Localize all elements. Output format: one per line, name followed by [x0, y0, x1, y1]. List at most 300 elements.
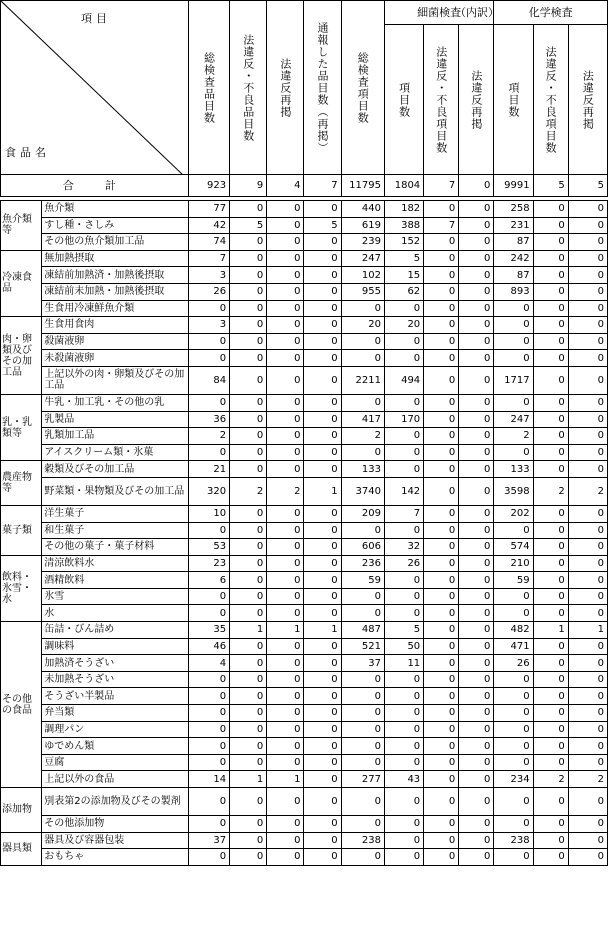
table-row	[1, 461, 608, 478]
value-cell: 0	[304, 688, 341, 705]
value-cell: 0	[267, 411, 304, 428]
value-cell: 0	[304, 788, 341, 816]
value-cell: 0	[304, 234, 341, 251]
value-cell: 1	[304, 477, 341, 505]
value-cell: 277	[341, 771, 384, 788]
value-cell: 210	[494, 555, 533, 572]
value-cell: 37	[341, 655, 384, 672]
value-cell: 247	[341, 250, 384, 267]
value-cell: 0	[459, 738, 494, 755]
food-item-label: 未加熱そうざい	[42, 671, 189, 688]
value-cell: 0	[230, 754, 267, 771]
value-cell: 0	[568, 366, 607, 394]
value-cell: 955	[341, 283, 384, 300]
value-cell: 20	[384, 317, 423, 334]
value-cell: 0	[533, 350, 568, 367]
food-name-header-label: 食品名	[5, 146, 50, 159]
total-value: 7	[304, 175, 341, 197]
value-cell: 0	[533, 333, 568, 350]
food-item-label: その他添加物	[42, 816, 189, 833]
value-cell: 0	[267, 721, 304, 738]
food-item-label: 上記以外の食品	[42, 771, 189, 788]
value-cell: 0	[533, 444, 568, 461]
value-cell: 0	[230, 317, 267, 334]
value-cell: 0	[459, 671, 494, 688]
value-cell: 0	[341, 738, 384, 755]
value-cell: 43	[384, 771, 423, 788]
table-row	[1, 738, 608, 755]
value-cell: 0	[230, 816, 267, 833]
value-cell: 0	[188, 816, 229, 833]
table-row	[1, 588, 608, 605]
value-cell: 0	[267, 283, 304, 300]
value-cell: 388	[384, 217, 423, 234]
value-cell: 0	[384, 754, 423, 771]
value-cell: 0	[384, 588, 423, 605]
value-cell: 0	[304, 317, 341, 334]
value-cell: 3740	[341, 477, 384, 505]
value-cell: 0	[459, 771, 494, 788]
value-cell: 0	[568, 350, 607, 367]
value-cell: 2211	[341, 366, 384, 394]
value-cell: 0	[459, 250, 494, 267]
table-row	[1, 605, 608, 622]
value-cell: 0	[533, 688, 568, 705]
value-cell: 1	[568, 622, 607, 639]
value-cell: 0	[494, 788, 533, 816]
value-cell: 1	[533, 622, 568, 639]
value-cell: 0	[267, 333, 304, 350]
value-cell: 0	[424, 477, 459, 505]
value-cell: 320	[188, 477, 229, 505]
value-cell: 0	[230, 428, 267, 445]
food-item-label: 豆腐	[42, 754, 189, 771]
value-cell: 0	[568, 300, 607, 317]
value-cell: 0	[424, 832, 459, 849]
value-cell: 0	[384, 394, 423, 411]
total-label: 合 計	[1, 175, 189, 197]
table-row	[1, 505, 608, 522]
value-cell: 84	[188, 366, 229, 394]
chemical-header: 化学検査	[494, 1, 608, 25]
value-cell: 0	[188, 849, 229, 866]
value-cell: 0	[494, 588, 533, 605]
value-cell: 0	[459, 444, 494, 461]
value-cell: 35	[188, 622, 229, 639]
value-cell: 0	[568, 411, 607, 428]
value-cell: 0	[341, 333, 384, 350]
value-cell: 0	[459, 461, 494, 478]
value-cell: 0	[267, 428, 304, 445]
value-cell: 0	[459, 522, 494, 539]
value-cell: 0	[494, 444, 533, 461]
value-cell: 0	[459, 849, 494, 866]
value-cell: 170	[384, 411, 423, 428]
value-cell: 0	[533, 201, 568, 218]
value-cell: 0	[424, 622, 459, 639]
value-cell: 0	[341, 671, 384, 688]
value-cell: 0	[304, 201, 341, 218]
value-cell: 0	[304, 738, 341, 755]
value-cell: 0	[304, 588, 341, 605]
value-cell: 0	[424, 788, 459, 816]
value-cell: 0	[424, 333, 459, 350]
value-cell: 0	[384, 333, 423, 350]
food-item-label: 酒精飲料	[42, 572, 189, 589]
value-cell: 26	[494, 655, 533, 672]
value-cell: 11	[384, 655, 423, 672]
value-cell: 0	[230, 267, 267, 284]
value-cell: 0	[424, 394, 459, 411]
value-cell: 0	[568, 849, 607, 866]
value-cell: 0	[267, 461, 304, 478]
value-cell: 0	[459, 655, 494, 672]
value-cell: 0	[424, 655, 459, 672]
food-item-label: 弁当類	[42, 705, 189, 722]
value-cell: 0	[188, 605, 229, 622]
value-cell: 1	[267, 771, 304, 788]
value-cell: 0	[533, 555, 568, 572]
value-cell: 0	[568, 505, 607, 522]
value-cell: 0	[533, 638, 568, 655]
value-cell: 0	[424, 317, 459, 334]
value-cell: 0	[304, 771, 341, 788]
food-item-label: 乳類加工品	[42, 428, 189, 445]
food-item-label: おもちゃ	[42, 849, 189, 866]
value-cell: 0	[424, 267, 459, 284]
value-cell: 0	[424, 366, 459, 394]
value-cell: 6	[188, 572, 229, 589]
value-cell: 0	[267, 217, 304, 234]
value-cell: 0	[304, 300, 341, 317]
table-row	[1, 655, 608, 672]
value-cell: 0	[533, 267, 568, 284]
value-cell: 0	[459, 505, 494, 522]
value-cell: 0	[304, 638, 341, 655]
value-cell: 0	[230, 366, 267, 394]
value-cell: 0	[459, 605, 494, 622]
value-cell: 0	[304, 366, 341, 394]
value-cell: 0	[341, 754, 384, 771]
value-cell: 0	[533, 461, 568, 478]
value-cell: 0	[341, 816, 384, 833]
value-cell: 0	[304, 505, 341, 522]
value-cell: 182	[384, 201, 423, 218]
value-cell: 0	[424, 572, 459, 589]
value-cell: 0	[568, 655, 607, 672]
value-cell: 0	[267, 201, 304, 218]
value-cell: 133	[494, 461, 533, 478]
table-row	[1, 411, 608, 428]
value-cell: 14	[188, 771, 229, 788]
food-item-label: 上記以外の肉・卵類及びその加工品	[42, 366, 189, 394]
value-cell: 0	[230, 638, 267, 655]
table-row	[1, 622, 608, 639]
value-cell: 0	[533, 705, 568, 722]
value-cell: 0	[267, 832, 304, 849]
value-cell: 0	[424, 771, 459, 788]
value-cell: 0	[267, 738, 304, 755]
value-cell: 0	[384, 522, 423, 539]
value-cell: 0	[494, 605, 533, 622]
value-cell: 0	[533, 671, 568, 688]
value-cell: 0	[533, 832, 568, 849]
value-cell: 0	[304, 411, 341, 428]
food-item-label: ゆでめん類	[42, 738, 189, 755]
value-cell: 0	[568, 705, 607, 722]
value-cell: 0	[188, 688, 229, 705]
value-cell: 0	[267, 267, 304, 284]
value-cell: 0	[304, 428, 341, 445]
value-cell: 0	[384, 849, 423, 866]
value-cell: 0	[568, 738, 607, 755]
value-cell: 2	[267, 477, 304, 505]
total-value: 5	[568, 175, 607, 197]
value-cell: 74	[188, 234, 229, 251]
col-total-items: 総検査品目数	[188, 1, 229, 175]
value-cell: 0	[424, 605, 459, 622]
value-cell: 0	[304, 394, 341, 411]
value-cell: 0	[304, 444, 341, 461]
value-cell: 0	[341, 849, 384, 866]
col-chemical-violation: 法違反・不良項目数	[533, 25, 568, 175]
value-cell: 0	[230, 333, 267, 350]
col-bacteria-reposted: 法違反再掲	[459, 25, 494, 175]
col-reposted: 法違反再掲	[267, 1, 304, 175]
table-row	[1, 555, 608, 572]
value-cell: 0	[533, 721, 568, 738]
value-cell: 26	[188, 283, 229, 300]
value-cell: 0	[494, 816, 533, 833]
value-cell: 487	[341, 622, 384, 639]
category-cell: 冷凍食品	[1, 250, 42, 316]
value-cell: 0	[459, 317, 494, 334]
value-cell: 0	[424, 444, 459, 461]
value-cell: 0	[459, 411, 494, 428]
value-cell: 0	[267, 788, 304, 816]
food-item-label: 牛乳・加工乳・その他の乳	[42, 394, 189, 411]
value-cell: 0	[230, 832, 267, 849]
value-cell: 0	[384, 832, 423, 849]
value-cell: 0	[230, 849, 267, 866]
value-cell: 0	[568, 605, 607, 622]
value-cell: 893	[494, 283, 533, 300]
value-cell: 0	[568, 816, 607, 833]
value-cell: 0	[267, 539, 304, 556]
value-cell: 7	[384, 505, 423, 522]
value-cell: 0	[230, 588, 267, 605]
value-cell: 0	[304, 572, 341, 589]
value-cell: 0	[568, 572, 607, 589]
value-cell: 0	[188, 788, 229, 816]
value-cell: 0	[459, 754, 494, 771]
value-cell: 3	[188, 267, 229, 284]
value-cell: 0	[424, 849, 459, 866]
table-row	[1, 428, 608, 445]
category-cell: 飲料・氷雪・水	[1, 555, 42, 621]
value-cell: 0	[341, 688, 384, 705]
value-cell: 0	[188, 394, 229, 411]
value-cell: 0	[230, 394, 267, 411]
value-cell: 0	[424, 283, 459, 300]
value-cell: 0	[341, 522, 384, 539]
value-cell: 0	[384, 350, 423, 367]
value-cell: 0	[494, 754, 533, 771]
value-cell: 209	[341, 505, 384, 522]
value-cell: 0	[267, 588, 304, 605]
value-cell: 0	[568, 638, 607, 655]
value-cell: 0	[267, 688, 304, 705]
value-cell: 0	[267, 522, 304, 539]
col-violation: 法違反・不良品目数	[230, 1, 267, 175]
value-cell: 0	[533, 655, 568, 672]
value-cell: 0	[267, 705, 304, 722]
value-cell: 0	[459, 788, 494, 816]
value-cell: 0	[568, 333, 607, 350]
value-cell: 0	[494, 350, 533, 367]
value-cell: 0	[494, 394, 533, 411]
value-cell: 0	[424, 671, 459, 688]
value-cell: 3	[188, 317, 229, 334]
value-cell: 0	[424, 555, 459, 572]
value-cell: 142	[384, 477, 423, 505]
value-cell: 0	[568, 428, 607, 445]
value-cell: 0	[494, 300, 533, 317]
value-cell: 0	[230, 250, 267, 267]
value-cell: 0	[267, 505, 304, 522]
value-cell: 0	[341, 721, 384, 738]
value-cell: 0	[230, 201, 267, 218]
value-cell: 23	[188, 555, 229, 572]
value-cell: 0	[459, 555, 494, 572]
category-cell: 肉・卵類及びその加工品	[1, 317, 42, 395]
value-cell: 0	[267, 754, 304, 771]
value-cell: 0	[459, 477, 494, 505]
value-cell: 0	[384, 688, 423, 705]
value-cell: 0	[188, 705, 229, 722]
value-cell: 0	[533, 522, 568, 539]
total-value: 9991	[494, 175, 533, 197]
food-item-label: すし種・さしみ	[42, 217, 189, 234]
value-cell: 0	[424, 300, 459, 317]
value-cell: 0	[188, 300, 229, 317]
value-cell: 0	[384, 788, 423, 816]
table-body	[1, 201, 608, 866]
food-item-label: 生食用冷凍鮮魚介類	[42, 300, 189, 317]
value-cell: 0	[568, 788, 607, 816]
value-cell: 0	[568, 671, 607, 688]
value-cell: 471	[494, 638, 533, 655]
category-cell: 魚介類等	[1, 201, 42, 251]
value-cell: 234	[494, 771, 533, 788]
value-cell: 238	[341, 832, 384, 849]
value-cell: 2	[230, 477, 267, 505]
value-cell: 0	[424, 816, 459, 833]
value-cell: 7	[188, 250, 229, 267]
value-cell: 0	[424, 738, 459, 755]
value-cell: 59	[494, 572, 533, 589]
value-cell: 0	[424, 428, 459, 445]
value-cell: 0	[341, 588, 384, 605]
value-cell: 0	[267, 250, 304, 267]
value-cell: 0	[459, 428, 494, 445]
value-cell: 0	[230, 738, 267, 755]
value-cell: 0	[304, 605, 341, 622]
value-cell: 0	[533, 816, 568, 833]
value-cell: 0	[230, 300, 267, 317]
value-cell: 0	[188, 738, 229, 755]
value-cell: 0	[424, 754, 459, 771]
table-row	[1, 539, 608, 556]
value-cell: 0	[267, 638, 304, 655]
value-cell: 0	[230, 411, 267, 428]
value-cell: 0	[424, 539, 459, 556]
value-cell: 32	[384, 539, 423, 556]
value-cell: 0	[188, 522, 229, 539]
value-cell: 0	[267, 317, 304, 334]
value-cell: 0	[533, 788, 568, 816]
category-cell: 菓子類	[1, 505, 42, 555]
value-cell: 20	[341, 317, 384, 334]
value-cell: 5	[384, 250, 423, 267]
col-chemical-items: 項目数	[494, 25, 533, 175]
value-cell: 0	[533, 754, 568, 771]
value-cell: 242	[494, 250, 533, 267]
value-cell: 0	[568, 444, 607, 461]
value-cell: 0	[568, 317, 607, 334]
value-cell: 0	[494, 849, 533, 866]
value-cell: 0	[494, 333, 533, 350]
total-value: 1804	[384, 175, 423, 197]
value-cell: 0	[533, 234, 568, 251]
value-cell: 0	[459, 350, 494, 367]
value-cell: 0	[568, 394, 607, 411]
value-cell: 0	[230, 522, 267, 539]
table-row	[1, 366, 608, 394]
value-cell: 36	[188, 411, 229, 428]
value-cell: 0	[230, 283, 267, 300]
food-item-label: 生食用食肉	[42, 317, 189, 334]
total-value: 5	[533, 175, 568, 197]
header-diagonal-cell	[1, 1, 189, 175]
value-cell: 0	[267, 350, 304, 367]
value-cell: 1	[230, 771, 267, 788]
value-cell: 0	[424, 250, 459, 267]
value-cell: 62	[384, 283, 423, 300]
value-cell: 0	[188, 721, 229, 738]
food-item-label: その他の菓子・菓子材料	[42, 539, 189, 556]
value-cell: 7	[424, 217, 459, 234]
value-cell: 77	[188, 201, 229, 218]
value-cell: 0	[304, 655, 341, 672]
table-row	[1, 638, 608, 655]
value-cell: 0	[459, 267, 494, 284]
value-cell: 0	[459, 832, 494, 849]
value-cell: 26	[384, 555, 423, 572]
value-cell: 2	[568, 477, 607, 505]
value-cell: 0	[568, 539, 607, 556]
value-cell: 0	[568, 555, 607, 572]
value-cell: 0	[459, 283, 494, 300]
value-cell: 133	[341, 461, 384, 478]
value-cell: 1	[304, 622, 341, 639]
value-cell: 0	[533, 366, 568, 394]
value-cell: 0	[267, 816, 304, 833]
value-cell: 0	[230, 505, 267, 522]
value-cell: 0	[188, 350, 229, 367]
value-cell: 0	[230, 572, 267, 589]
table-row	[1, 688, 608, 705]
